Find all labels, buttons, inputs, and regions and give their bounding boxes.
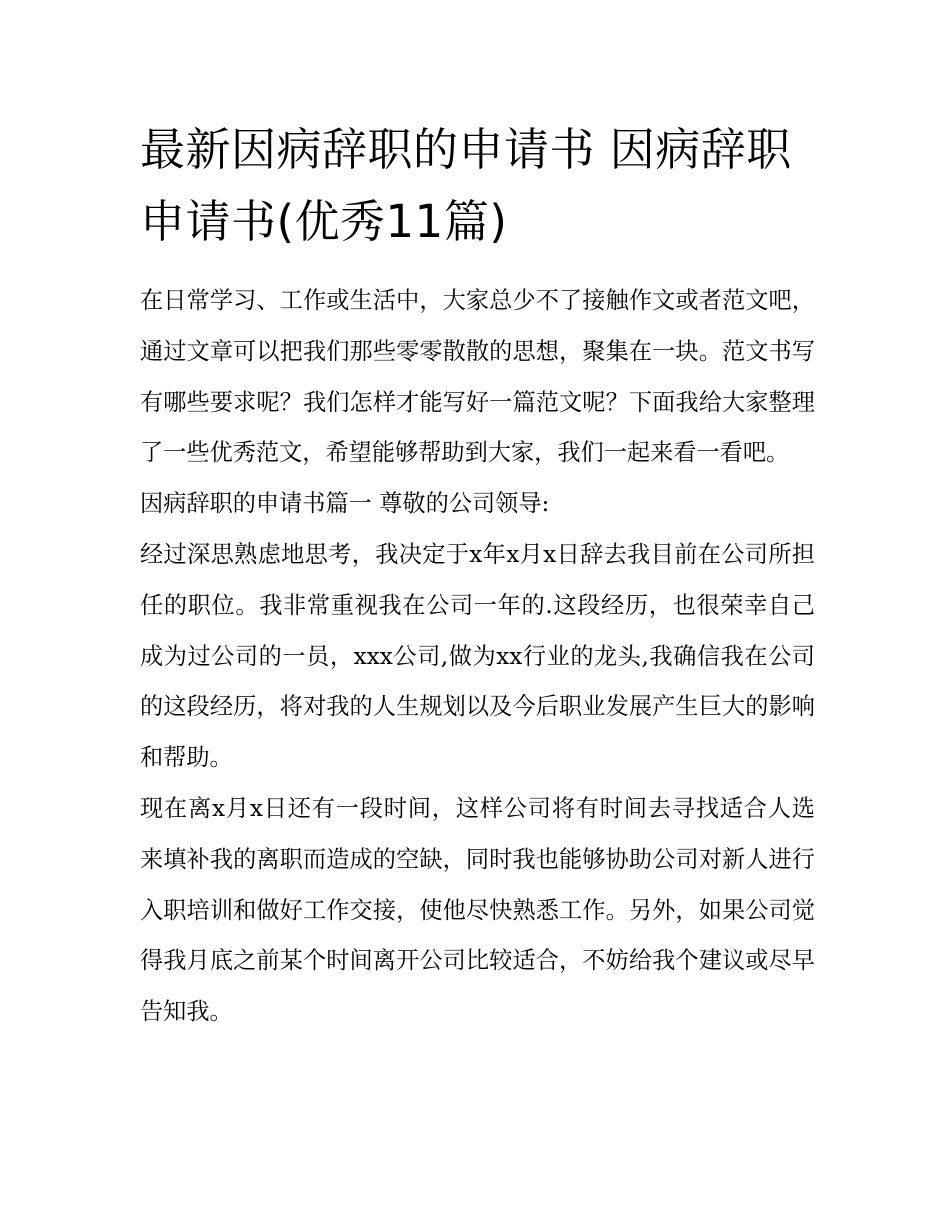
document-body	[140, 276, 815, 1038]
document-title: 最新因病辞职的申请书 因病辞职申请书(优秀11篇)	[140, 123, 792, 248]
paragraph-intro: 在日常学习、工作或生活中，大家总少不了接触作文或者范文吧，通过文章可以把我们那些零零散散的思想，聚集在一块。范文书写有哪些要求呢？我们怎样才能写好一篇范文呢？下面我给大家整理了一些优秀范文，希望能够帮助到大家，我们一起来看一看吧。	[140, 287, 815, 467]
paragraph-handover: 现在离x月x日还有一段时间，这样公司将有时间去寻找适合人选来填补我的离职而造成的空缺，同时我也能够协助公司对新人进行入职培训和做好工作交接，使他尽快熟悉工作。另外，如果公司觉得我月底之前某个时间离开公司比较适合，不妨给我个建议或尽早告知我。	[140, 794, 815, 1026]
paragraph-heading: 因病辞职的申请书篇一 尊敬的公司领导:	[140, 490, 550, 518]
paragraph-decision: 经过深思熟虑地思考，我决定于x年x月x日辞去我目前在公司所担任的职位。我非常重视我在公司一年的.这段经历，也很荣幸自己成为过公司的一员，xxx公司,做为xx行业的龙头,我确信我在公司的这段经历，将对我的人生规划以及今后职业发展产生巨大的影响和帮助。	[140, 540, 815, 772]
